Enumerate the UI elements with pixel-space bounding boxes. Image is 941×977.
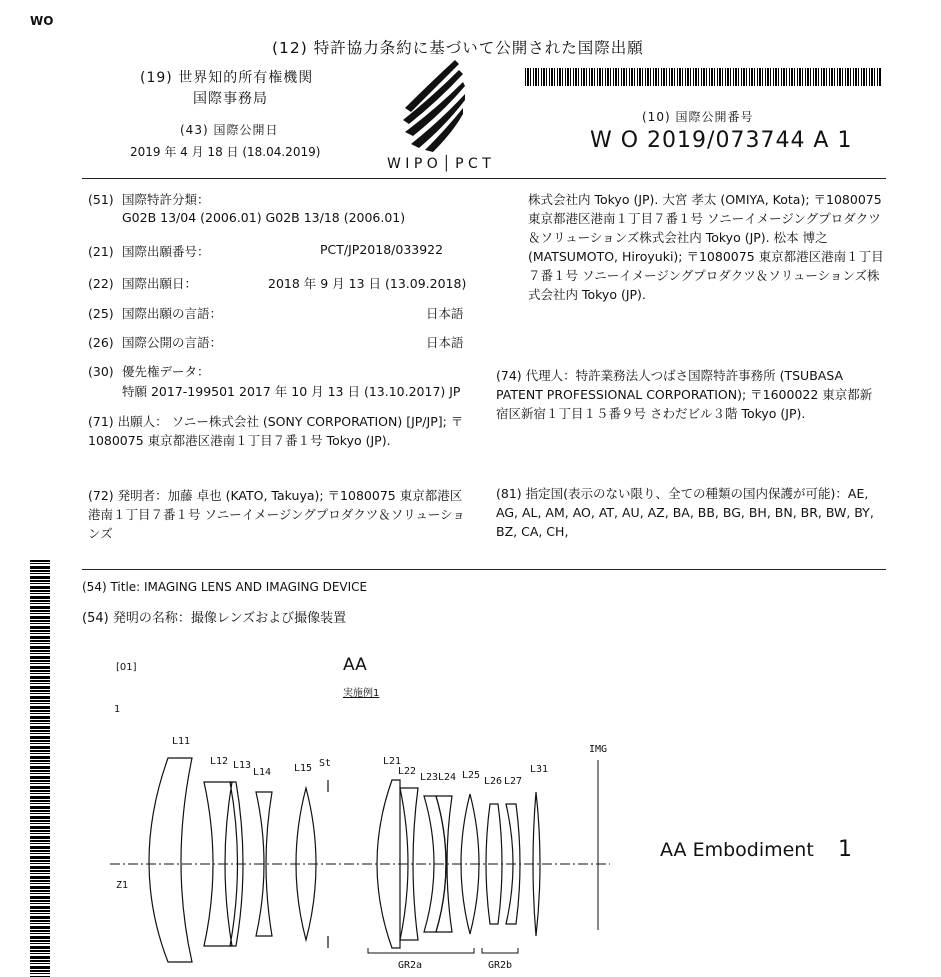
- label-L26: L26: [484, 776, 503, 787]
- label-L22: L22: [398, 766, 417, 777]
- left-column: [88, 190, 480, 570]
- header-divider: [82, 178, 886, 179]
- pub-no-label: (10) 国際公開番号: [642, 110, 754, 124]
- label-L13: L13: [233, 760, 252, 771]
- field-51-value: G02B 13/04 (2006.01) G02B 13/18 (2006.01): [122, 210, 406, 225]
- org-line1: (19) 世界知的所有権機関: [140, 70, 314, 86]
- label-L25: L25: [462, 770, 481, 781]
- field-30-value: 特願 2017-199501 2017 年 10 月 13 日 (13.10.2017) JP: [122, 384, 461, 399]
- label-L21: L21: [383, 756, 402, 767]
- field-21: (21) 国際出願番号：: [88, 244, 210, 259]
- fig-heading: AA: [343, 655, 367, 675]
- label-L14: L14: [253, 767, 272, 778]
- field-26: (26) 国際公開の言語：: [88, 335, 223, 350]
- field-22-value: 2018 年 9 月 13 日 (13.09.2018): [268, 276, 467, 291]
- label-L11: L11: [172, 736, 191, 747]
- label-L24: L24: [438, 772, 457, 783]
- bib-divider: [82, 569, 886, 570]
- fig-number: [01]: [116, 662, 137, 673]
- ref-1: 1: [114, 704, 121, 715]
- field-25: (25) 国際出願の言語：: [88, 306, 223, 321]
- lens-diagram: [100, 700, 620, 977]
- bracket-GR2b: [482, 948, 518, 953]
- field-22: (22) 国際出願日：: [88, 276, 198, 291]
- inventor-block: (72) 発明者：加藤 卓也 (KATO, Takuya); 〒1080075 東京都港区港南１丁目７番１号 ソニーイメージングプロダクツ＆ソリューションズ: [88, 488, 465, 541]
- barcode-top: [525, 68, 881, 86]
- fig-caption: AA Embodiment 1: [660, 837, 852, 862]
- title-en: (54) Title: IMAGING LENS AND IMAGING DEVICE: [82, 580, 368, 594]
- pub-no-value: W O 2019/073744 A 1: [590, 128, 853, 153]
- wipo-pct: W I P O │ P C T: [387, 156, 491, 172]
- pub-date-value: 2019 年 4 月 18 日 (18.04.2019): [130, 145, 321, 159]
- designated-states: (81) 指定国(表示のない限り、全ての種類の国内保護が可能)：AE, AG, AL, AM, AO, AT, AU, AZ, BA, BB, BG, BH, BN, BR, BW, BY, BZ, CA, CH,: [496, 486, 874, 539]
- org-line2: 国際事務局: [193, 91, 268, 107]
- fig-sub: 実施例1: [343, 688, 380, 699]
- field-25-value: 日本語: [426, 306, 464, 321]
- label-L27: L27: [504, 776, 523, 787]
- label-GR2a: GR2a: [398, 960, 423, 971]
- label-St: St: [319, 758, 332, 769]
- barcode-side: [30, 560, 50, 977]
- field-51: (51) 国際特許分類：: [88, 192, 210, 207]
- label-L15: L15: [294, 763, 313, 774]
- bracket-GR2a: [368, 948, 474, 953]
- label-L12: L12: [210, 756, 229, 767]
- label-GR2b: GR2b: [488, 960, 513, 971]
- title-jp: (54) 発明の名称：撮像レンズおよび撮像装置: [82, 611, 347, 626]
- label-Z1: Z1: [116, 880, 129, 891]
- label-L23: L23: [420, 772, 439, 783]
- treaty-title: (12) 特許協力条約に基づいて公開された国際出願: [272, 39, 644, 57]
- corner-mark: WO: [30, 14, 54, 28]
- label-IMG: IMG: [589, 744, 608, 755]
- applicant-block: (71) 出願人： ソニー株式会社 (SONY CORPORATION) [JP/JP]; 〒1080075 東京都港区港南１丁目７番１号 Tokyo (JP).: [88, 414, 464, 448]
- pub-date-label: (43) 国際公開日: [180, 123, 279, 137]
- field-30: (30) 優先権データ：: [88, 364, 210, 379]
- wipo-logo: [395, 58, 475, 156]
- inventor-continued: 株式会社内 Tokyo (JP). 大宮 孝太 (OMIYA, Kota); 〒1080075 東京都港区港南１丁目７番１号 ソニーイメージングプロダクツ＆ソリューションズ株式会社内 Tokyo (JP). 松本 博之 (MATSUMOTO, Hiroyuki); 〒1080075 東京都港区港南１丁目７番１号 ソニーイメージングプロダクツ＆ソリューションズ株式会社内 Tokyo (JP).: [528, 192, 884, 302]
- agent-block: (74) 代理人：特許業務法人つばさ国際特許事務所 (TSUBASA PATENT PROFESSIONAL CORPORATION); 〒1600022 東京都新宿区新宿１丁目１５番９号 さわだビル３階 Tokyo (JP).: [496, 368, 873, 421]
- lens-L11: [149, 758, 192, 962]
- label-L31: L31: [530, 764, 549, 775]
- field-21-value: PCT/JP2018/033922: [320, 242, 444, 257]
- field-26-value: 日本語: [426, 335, 464, 350]
